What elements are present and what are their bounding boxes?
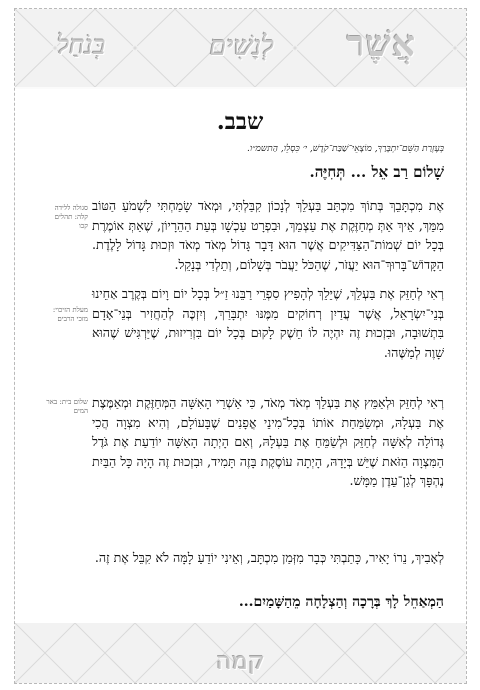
footer-word: קמה [215,647,265,675]
letter-title: שבב. [216,108,264,135]
paragraph-4: לְאָבִיךְ, נֵרוֹ יָאִיר, כָּתַבְתִּי כְּבָר מִזְּמַן מִכְתָּב, וְאֵינִי יוֹדֵעַ לָמָּה לֹא קִבֵּל אֶת זֶה. [94,550,444,565]
letter-greeting: שָׁלוֹם רַב אֵל ... תְּחִיֶּה. [309,163,444,181]
margin-note-1: סגולה ללידה קלה: תהלים קכו [54,204,88,230]
paragraph-2: רְאִי לְחַזֵּק אֶת בַּעְלֵךְ, שֶׁיֵּלֵךְ לְהָפִיץ סִפְרֵי רַבֵּנוּ זַ״ל בְּכָל יוֹם וָיוֹם בְּקֶרֶב אַחֵינוּ בְּנֵי־יִשְׂרָאֵל, אֲשֶׁר עֲדַיִן רְחוֹקִים מִמֶּנּוּ יִתְבָּרַךְ, וְיִזְכֶּה לְהַחֲזִיר בְּנֵי־אָדָם בִּתְשׁוּבָה, וּבִזְכוּת זֶה יִהְיֶה לוֹ חֵשֶׁק לָקוּם בְּכָל יוֹם בִּזְרִיזוּת, שֶׁיַּרְגִּישׁ שֶׁהוּא שָׁוֶה לְמַשֶּׁהוּ. [92,286,444,360]
paragraph-3: רְאִי לְחַזֵּק וּלְאַמֵּץ אֶת בַּעְלֵךְ מְאֹד מְאֹד, כִּי אַשְׁרֵי הָאִשָּׁה הַמְּחַזֶּקֶת וּמְאַמֶּצֶת אֶת בַּעְלָהּ, וּמְשַׂמַּחַת אוֹתוֹ בְּכָל־מִינֵי אֳפָנִים שֶׁבָּעוֹלָם, וְהִיא מִצְוָה הֲכִי גְּדוֹלָה לְאִשָּׁה לְחַזֵּק וּלְשַׂמֵּחַ אֶת בַּעְלָהּ, וְאִם הָיְתָה הָאִשָּׁה יוֹדַעַת אֶת גֹּדֶל הַמִּצְוָה הַזֹּאת שֶׁיֵּשׁ בְּיָדָהּ, הָיְתָה עוֹסֶקֶת בָּזֶה תָּמִיד, וּבִזְכוּת זֶה הָיָה כָּל הַבַּיִת נֶהְפָּךְ לְגַן־עֵדֶן מַמָּשׁ. [92,395,444,489]
masthead-word-1: אֲשֶׁר [346,23,416,65]
quilted-header-background [15,9,466,87]
masthead-word-3: בְּנֹחַל [57,31,106,61]
masthead [15,21,466,71]
margin-note-3: שלום בית: באר המים [46,398,88,415]
letter-closing: הַמְאַחֵל לָךְ בְּרָכָה וְהַצְלָחָה מֵהַשָּׁמַיִם... [238,594,444,610]
paragraph-1: אֶת מִכְתָּבֵךְ בְּתוֹךְ מִכְתַּב בַּעְלֵךְ לְנָכוֹן קִבַּלְתִּי, וּמְאֹד שָׂמַחְתִּי לִשְׁמֹעַ הַטּוֹב מִמֵּךְ, אֵיךְ אַתְּ מְחַזֶּקֶת אֶת עַצְמֵךְ, וּבִפְרָט עַכְשָׁו בְּעֵת הַהֵרָיוֹן, שֶׁאַתְּ אוֹמֶרֶת בְּכָל יוֹם שְׁמוֹת־הַצַּדִּיקִים אֲשֶׁר הוּא דָּבָר גָּדוֹל מְאֹד מְאֹד וּזְכוּת גָּדוֹל לָלֶדֶת. הַקָּדוֹשׁ־בָּרוּךְ־הוּא יַעֲזֹר, שֶׁהַכֹּל יַעֲבֹר בְּשָׁלוֹם, וְתֵלְדִי בְּנָקֵל. [92,198,444,272]
margin-note-2: מעלת הזיכוי: מזכי הרבים [52,306,88,323]
masthead-word-2: לְנָשִׁים [209,31,274,62]
letter-dateline: בְּעֶזְרַת הַשֵּׁם־יִתְבָּרַךְ, מוֹצָאֵי־שַׁבַּת־קֹדֶשׁ, י׳ כִּסְלֵו, הַתשמ״ו. [246,144,444,154]
quilted-footer-background [15,623,466,683]
